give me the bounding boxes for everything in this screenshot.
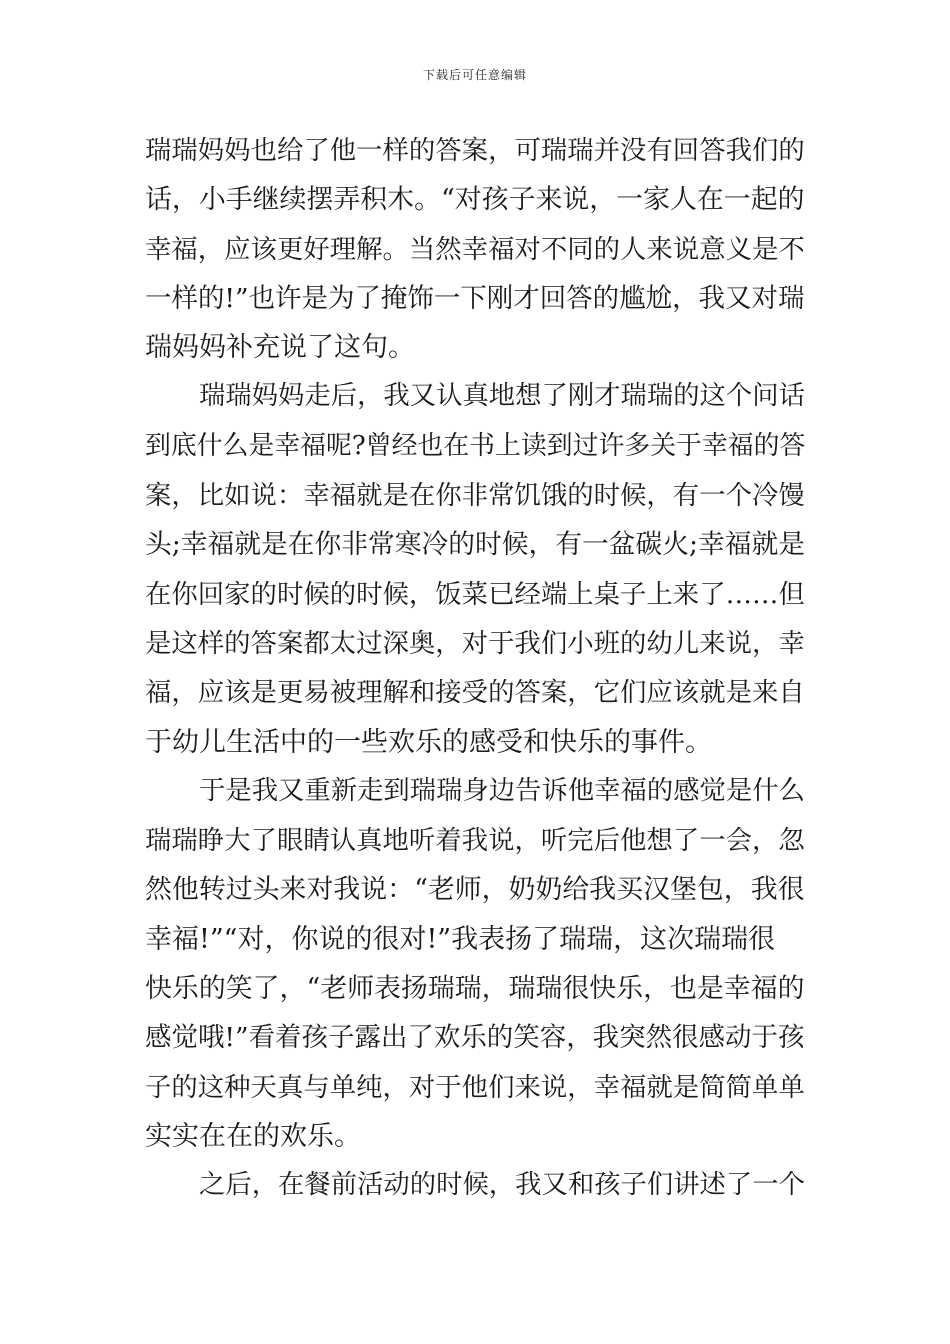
text-line: 到底什么是幸福呢?曾经也在书上读到过许多关于幸福的答 bbox=[145, 430, 806, 461]
text-line: 话，小手继续摆弄积木。“对孩子来说，一家人在一起的 bbox=[145, 184, 805, 216]
text-line: 案，比如说：幸福就是在你非常饥饿的时候，有一个冷馒 bbox=[145, 480, 805, 512]
text-line: 一样的!”也许是为了掩饰一下刚才回答的尴尬，我又对瑞 bbox=[145, 282, 805, 314]
text-line: 幸福!”“对，你说的很对!”我表扬了瑞瑞，这次瑞瑞很 bbox=[145, 923, 776, 955]
text-line: 实实在在的欢乐。 bbox=[145, 1120, 361, 1152]
text-line: 幸福，应该更好理解。当然幸福对不同的人来说意义是不 bbox=[145, 233, 805, 265]
text-line: 瑞瑞妈妈也给了他一样的答案，可瑞瑞并没有回答我们的 bbox=[145, 135, 805, 166]
text-line: 头;幸福就是在你非常寒冷的时候，有一盆碳火;幸福就是 bbox=[145, 529, 806, 561]
text-line: 于是我又重新走到瑞瑞身边告诉他幸福的感觉是什么 bbox=[199, 775, 805, 806]
text-line: 之后，在餐前活动的时候，我又和孩子们讲述了一个 bbox=[199, 1170, 805, 1201]
body-text bbox=[145, 126, 805, 1211]
header-note: 下载后可任意编辑 bbox=[422, 68, 527, 82]
text-line: 瑞妈妈补充说了这句。 bbox=[145, 332, 415, 364]
text-line: 福，应该是更易被理解和接受的答案，它们应该就是来自 bbox=[145, 677, 805, 709]
text-line: 于幼儿生活中的一些欢乐的感受和快乐的事件。 bbox=[145, 726, 712, 758]
text-line: 是这样的答案都太过深奥，对于我们小班的幼儿来说，幸 bbox=[145, 627, 805, 659]
text-line: 瑞瑞妈妈走后，我又认真地想了刚才瑞瑞的这个问话 bbox=[199, 381, 805, 412]
text-line: 子的这种天真与单纯，对于他们来说，幸福就是简简单单 bbox=[145, 1071, 805, 1103]
text-line: 在你回家的时候的时候，饭菜已经端上桌子上来了……但 bbox=[145, 578, 805, 610]
text-line: 瑞瑞睁大了眼睛认真地听着我说，听完后他想了一会，忽 bbox=[145, 825, 805, 857]
text-line: 快乐的笑了，“老师表扬瑞瑞，瑞瑞很快乐，也是幸福的 bbox=[145, 973, 805, 1005]
text-line: 感觉哦!”看着孩子露出了欢乐的笑容，我突然很感动于孩 bbox=[145, 1022, 805, 1054]
text-line: 然他转过头来对我说：“老师，奶奶给我买汉堡包，我很 bbox=[145, 874, 805, 906]
